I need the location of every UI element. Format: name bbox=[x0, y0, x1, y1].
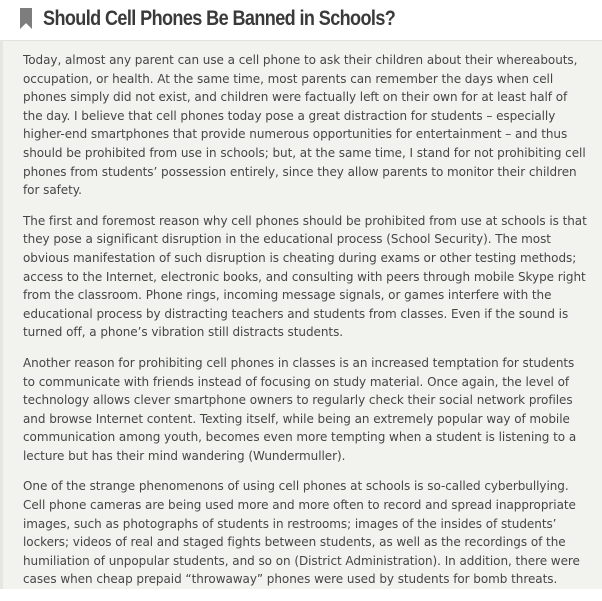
article-title: Should Cell Phones Be Banned in Schools? bbox=[43, 7, 396, 30]
bookmark-icon bbox=[20, 8, 32, 29]
paragraph-4: One of the strange phenomenons of using cell phones at schools is so-called cyberbullying. Cell phone cameras are being used more and more often to record and spread inappropriate images, such as photographs of students in restrooms; images of the insides of students’ lockers; videos of real and staged fights between students, as well as the recordings of the humiliation of unpopular students, and so on (District Administration). In addition, there were cases when cheap prepaid “throwaway” phones were used by students for bomb threats. bbox=[23, 479, 580, 587]
paragraph-2: The first and foremost reason why cell phones should be prohibited from use at schools is that they pose a significant disruption in the educational process (School Security). The most obvious manifestation of such disruption is cheating during exams or other testing methods; access to the Internet, electronic books, and consulting with peers through mobile Skype right from the classroom. Phone rings, incoming message signals, or games interfere with the educational process by distracting teachers and students from classes. Even if the sound is turned off, a phone’s vibration still distracts students. bbox=[23, 213, 587, 340]
article-content bbox=[23, 51, 589, 601]
panel-left-edge bbox=[0, 40, 3, 589]
paragraph-3: Another reason for prohibiting cell phones in classes is an increased temptation for students to communicate with friends instead of focusing on study material. Once again, the level of technology allows clever smartphone owners to regularly check their social network profiles and browse Internet content. Texting itself, while being an extremely popular way of mobile communication among youth, becomes even more tempting when a student is listening to a lecture but has their mind wandering (Wundermuller). bbox=[23, 355, 577, 463]
article-header bbox=[0, 0, 602, 40]
paragraph-1: Today, almost any parent can use a cell phone to ask their children about their whereabouts, occupation, or health. At the same time, most parents can remember the days when cell phones simply did not exist, and children were factually left on their own for at least half of the day. I believe that cell phones today pose a great distraction for students – especially higher-end smartphones that provide numerous opportunities for entertainment – and thus should be prohibited from use in schools; but, at the same time, I stand for not prohibiting cell phones from students’ possession entirely, since they allow parents to monitor their children for safety. bbox=[23, 53, 586, 198]
